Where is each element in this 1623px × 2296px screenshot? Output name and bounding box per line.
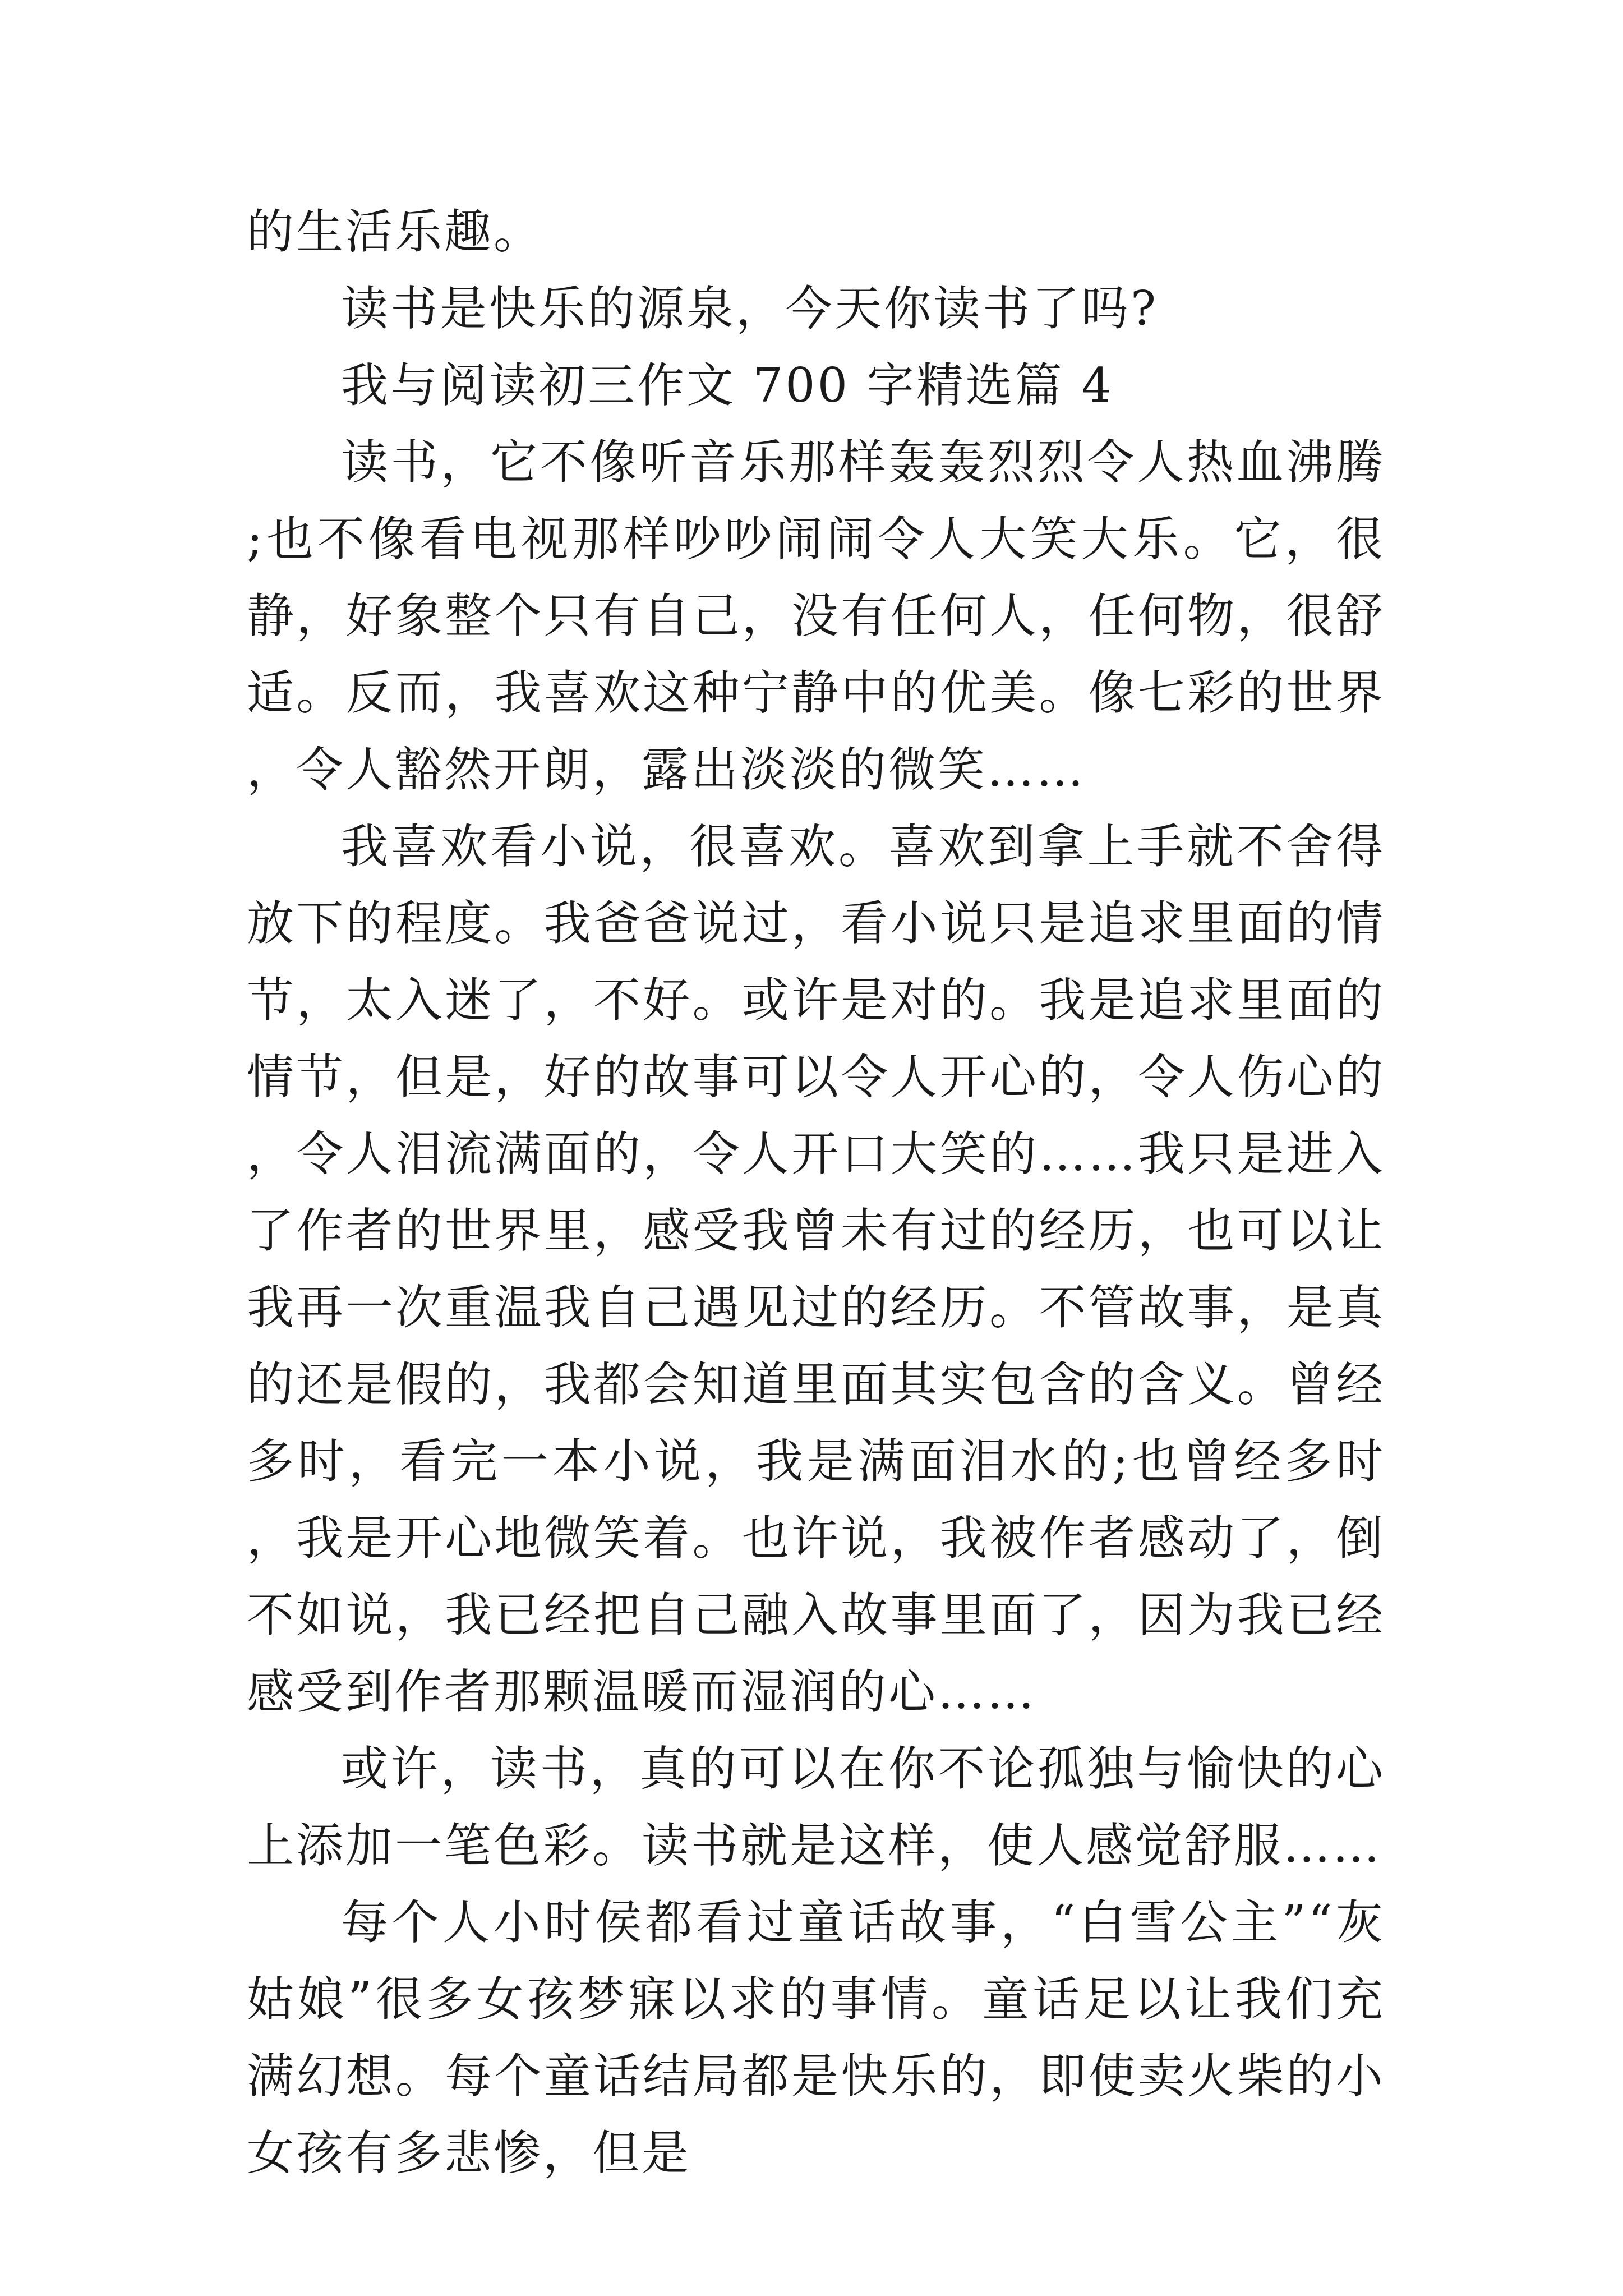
paragraph-5: 或许，读书，真的可以在你不论孤独与愉快的心上添加一笔色彩。读书就是这样，使人感觉舒服…… bbox=[247, 1741, 1385, 1873]
paragraph-2: 读书是快乐的源泉，今天你读书了吗? bbox=[341, 281, 1159, 336]
paragraph-4: 我喜欢看小说，很喜欢。喜欢到拿上手就不舍得放下的程度。我爸爸说过，看小说只是追求里面的情节，太入迷了，不好。或许是对的。我是追求里面的情节，但是，好的故事可以令人开心的，令人伤心的，令人泪流满面的，令人开口大笑的……我只是进入了作者的世界里，感受我曾未有过的经历，也可以让我再一次重温我自己遇见过的经历。不管故事，是真的还是假的，我都会知道里面其实包含的含义。曾经多时，看完一本小说，我是满面泪水的;也曾经多时，我是开心地微笑着。也许说，我被作者感动了，倒不如说，我已经把自己融入故事里面了，因为我已经感受到作者那颗温暖而湿润的心…… bbox=[247, 819, 1385, 1719]
section-heading: 我与阅读初三作文 700 字精选篇 4 bbox=[341, 358, 1114, 413]
paragraph-6: 每个人小时侯都看过童话故事，“白雪公主”“灰姑娘”很多女孩梦寐以求的事情。童话足以让我们充满幻想。每个童话结局都是快乐的，即使卖火柴的小女孩有多悲惨，但是 bbox=[247, 1895, 1385, 2180]
body-text bbox=[247, 194, 1385, 2192]
paragraph-1: 的生活乐趣。 bbox=[247, 204, 543, 259]
paragraph-3: 读书，它不像听音乐那样轰轰烈烈令人热血沸腾;也不像看电视那样吵吵闹闹令人大笑大乐。它，很静，好象整个只有自己，没有任何人，任何物，很舒适。反而，我喜欢这种宁静中的优美。像七彩的世界，令人豁然开朗，露出淡淡的微笑…… bbox=[247, 435, 1385, 797]
